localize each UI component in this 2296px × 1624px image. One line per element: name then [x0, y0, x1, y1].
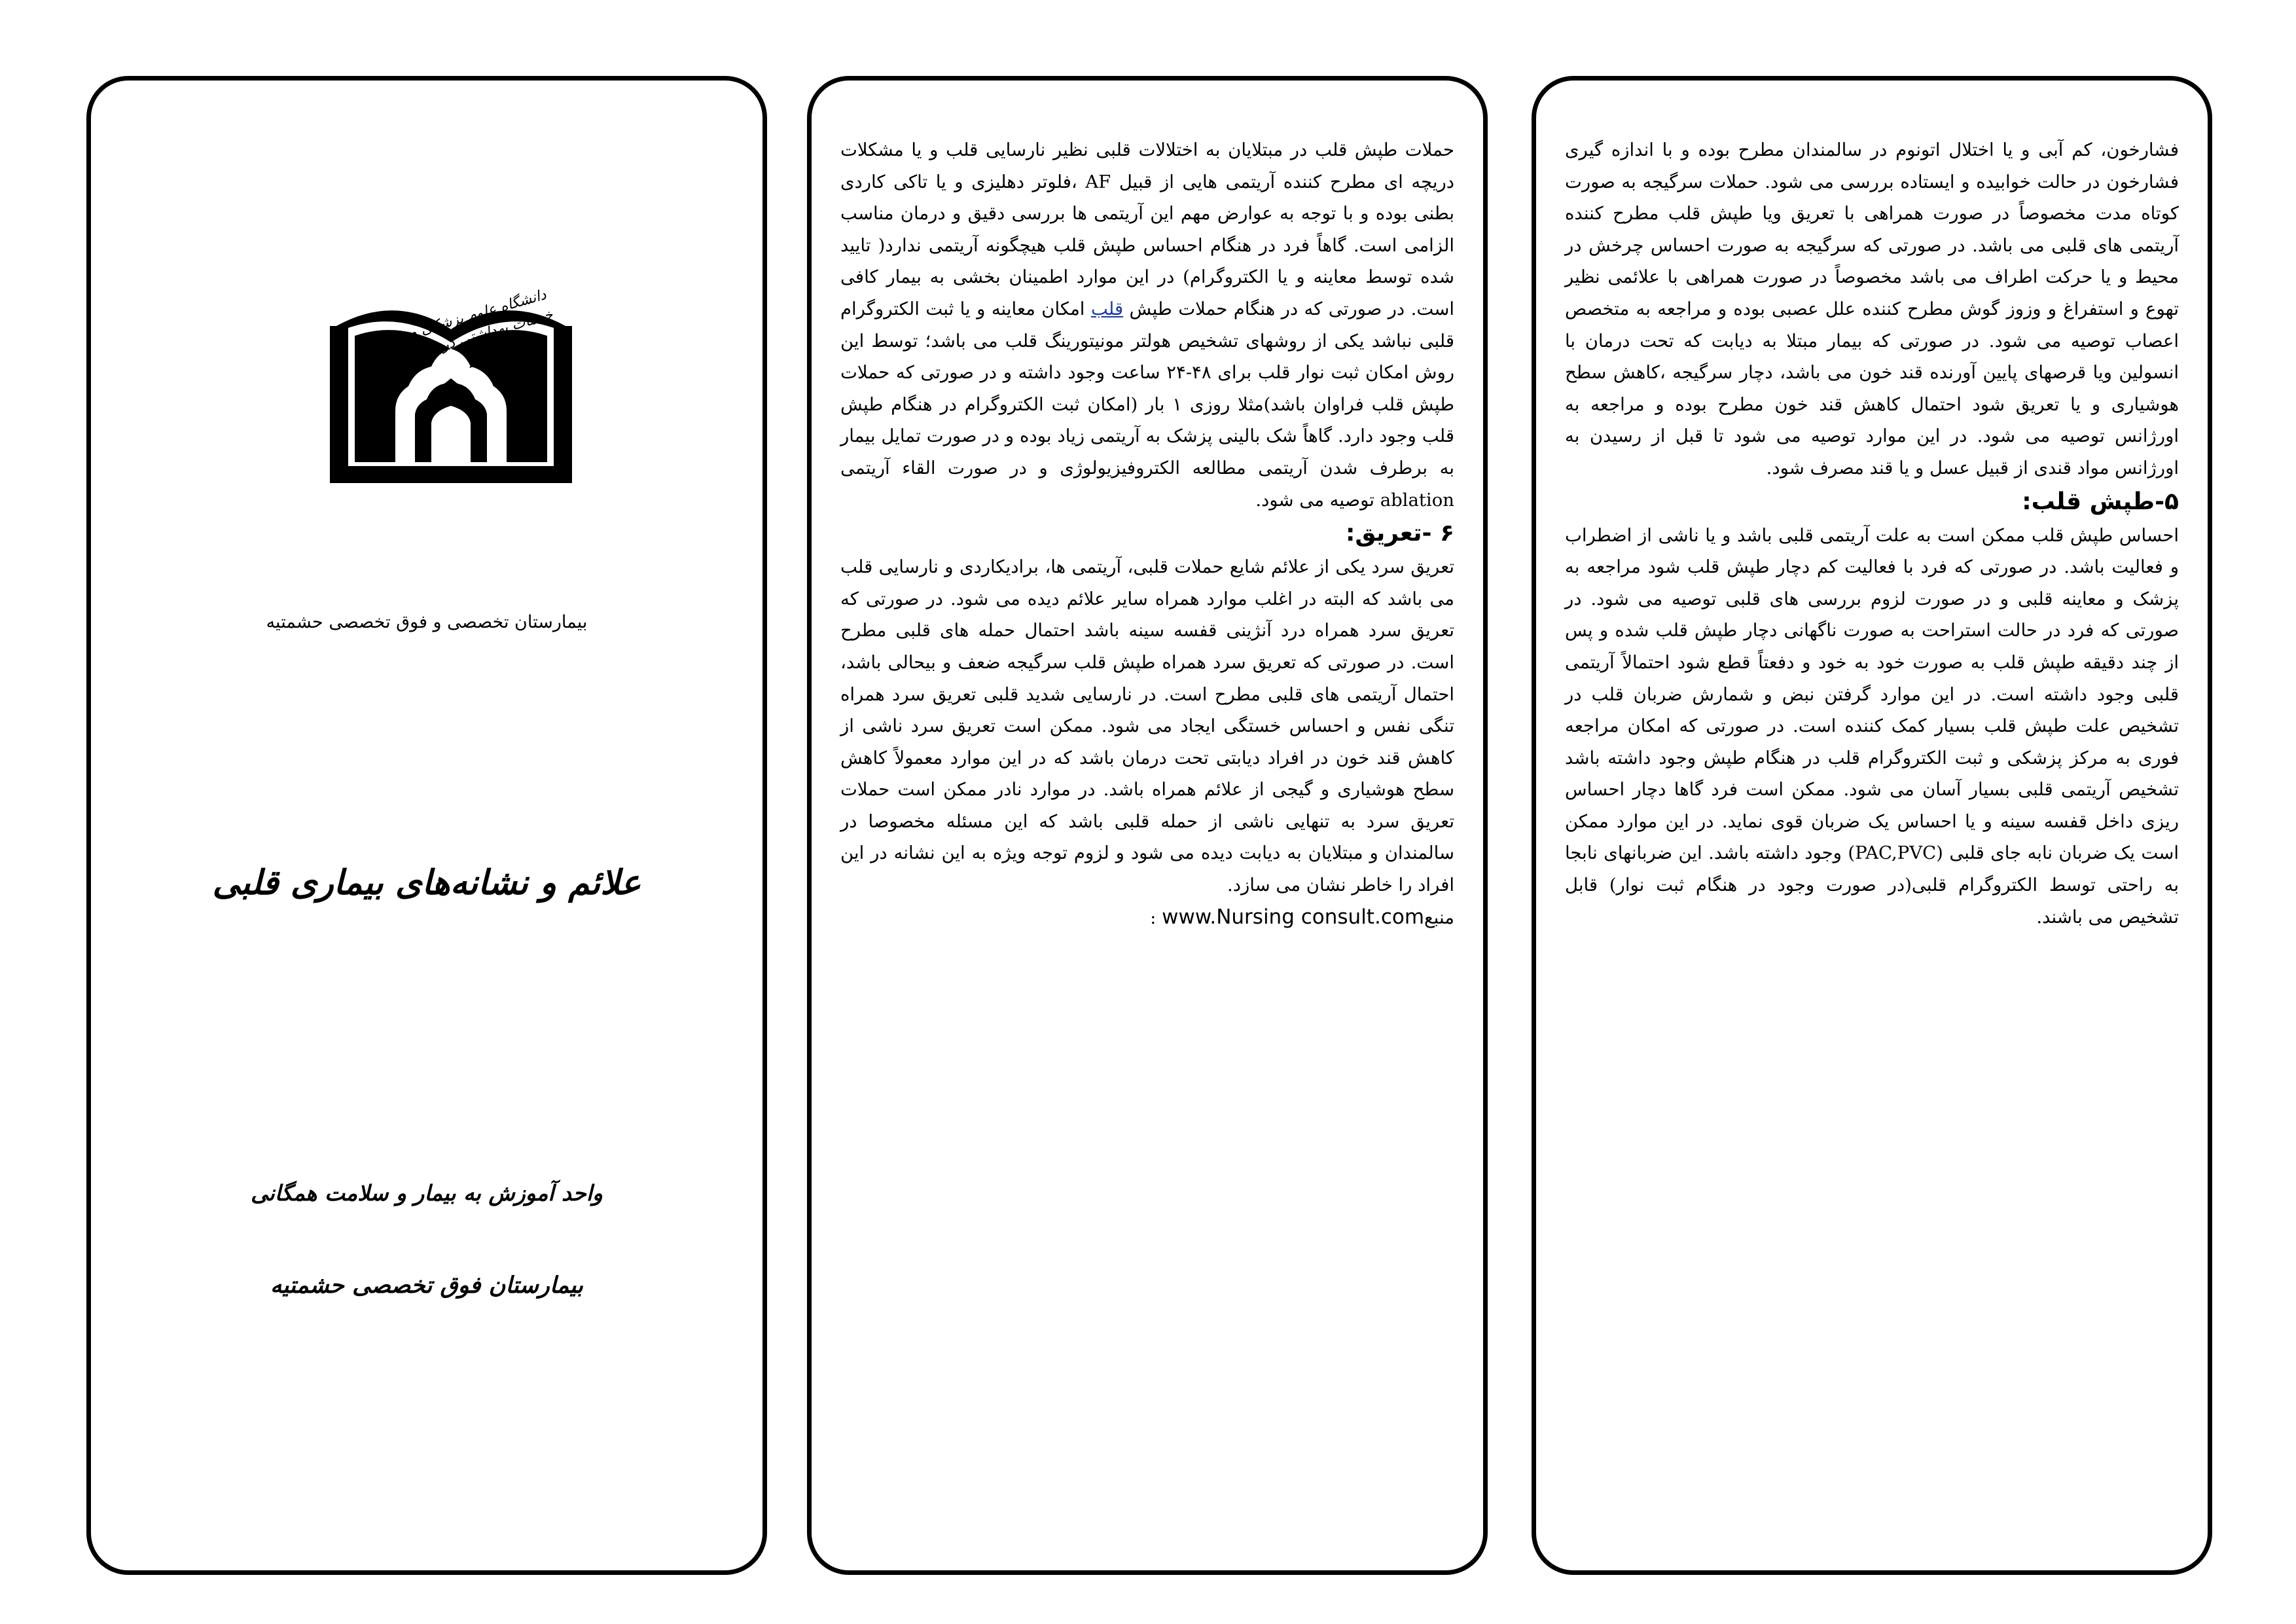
palpitation-heading: ۵-طپش قلب:: [2022, 488, 2179, 515]
hospital-signature: بیمارستان فوق تخصصی حشمتیه: [270, 1272, 584, 1299]
hospital-name: بیمارستان تخصصی و فوق تخصصی حشمتیه: [266, 612, 588, 632]
palpitation-continued-paragraph: [840, 134, 1454, 516]
sweating-heading: ۶ -تعریق:: [1345, 520, 1454, 547]
right-column: [1565, 134, 2179, 933]
sweating-paragraph: تعریق سرد یکی از علائم شایع حملات قلبی، آریتمی ها، برادیکاردی و نارسایی قلب می باشد که البته در اغلب موارد همراه سایر علائم دیده می شود. در صورتی که تعریق سرد همراه درد آنژینی قفسه سینه باشد احتمال حمله های قلبی مطرح است. در صورتی که تعریق سرد همراه طپش قلب سرگیجه ضعف و بیحالی باشد، احتمال آریتمی های قلبی مطرح است. در نارسایی شدید قلبی تعریق سرد همراه تنگی نفس و احساس خستگی ایجاد می شود. ممکن است تعریق سرد ناشی از کاهش قند خون در افراد دیابتی تحت درمان باشد که در این موارد معمولاً کاهش سطح هوشیاری و گیجی از علائم همراه باشد. در موارد نادر ممکن است حملات تعریق سرد به تنهایی ناشی از حمله قلبی باشد که این مسئله مخصوصا در سالمندان و مبتلایان به دیابت دیده می شود و لزوم توجه ویژه به این نشانه در این افراد را خاطر نشان می سازد.: [840, 556, 1454, 896]
logo-caption: دانشگاه علوم پزشکی و خدمات بهداشتی درمانی سبزوار: [407, 286, 555, 369]
source-line: [840, 901, 1454, 934]
unit-name: واحد آموزش به بیمار و سلامت همگانی: [251, 1180, 603, 1206]
dizziness-paragraph: فشارخون، کم آبی و یا اختلال اتونوم در سالمندان مطرح بوده و با اندازه گیری فشارخون در حالت خوابیده و ایستاده بررسی می شود. حملات سرگیجه به صورت کوتاه مدت مخصوصاً در صورت همراهی با تعریق ویا طپش قلب مطرح کننده آریتمی های قلبی می باشد. در صورتی که سرگیجه به صورت احساس چرخش در محیط و یا حرکت اطراف می باشد مخصوصاً در صورت همراهی با علائمی نظیر تهوع و استفراغ و وزوز گوش مطرح کننده علل عصبی بوده و مراجعه به متخصص اعصاب توصیه می شود. در صورتی که بیمار مبتلا به دیابت که تحت درمان با انسولین ویا قرصهای پایین آورنده قند خون می باشد، دچار سرگیجه ،کاهش سطح هوشیاری و یا تعریق شود احتمال کاهش قند خون مطرح بوده و مراجعه به اورژانس توصیه می شود. در این موارد توصیه می شود تا قبل از رسیدن به اورژانس مواد قندی از قبیل عسل و یا قند مصرف شود.: [1565, 139, 2179, 478]
source-url: www.Nursing consult.com: [1162, 905, 1425, 929]
paragraph-text: امکان معاینه و یا ثبت الکتروگرام قلبی نباشد یکی از روشهای تشخیص هولتر مونیتورینگ قلب می باشد؛ توسط این روش امکان ثبت نوار قلب برای ۴۸-۲۴ ساعت وجود داشته و در صورتی که حملات طپش قلب فراوان باشد)مثلا روزی ۱ بار (امکان ثبت الکتروگرام در هنگام طپش قلب وجود دارد. گاهاً شک بالینی پزشک به آریتمی زیاد بوده و در صورت تمایل بیمار به برطرف شدن آریتمی مطالعه الکتروفیزیولوژی و در صورت القاء آریتمی ablation توصیه می شود.: [840, 298, 1454, 511]
cover-panel: [86, 76, 767, 1575]
middle-panel: [807, 76, 1488, 1575]
right-panel: [1532, 76, 2212, 1575]
heart-link[interactable]: قلب: [1090, 298, 1124, 319]
middle-column: [840, 134, 1454, 933]
source-label: منبع: [1424, 907, 1454, 928]
paragraph-text: حملات طپش قلب در مبتلایان به اختلالات قلبی نظیر نارسایی قلب و یا مشکلات دریچه ای مطرح کننده آریتمی هایی از قبیل AF ،فلوتر دهلیزی و یا تاکی کاردی بطنی بوده و با توجه به عوارض مهم این آریتمی ها بررسی دقیق و درمان مناسب الزامی است. گاهاً فرد در هنگام احساس طپش قلب هیچگونه آریتمی ندارد( تایید شده توسط معاینه و یا الکتروگرام) در این موارد اطمینان بخشی به بیمار کافی است. در صورتی که در هنگام حملات طپش: [840, 139, 1455, 319]
source-colon: :: [1150, 907, 1162, 928]
brochure-title: علائم و نشانه‌های بیماری قلبی: [212, 863, 641, 903]
palpitation-paragraph: احساس طپش قلب ممکن است به علت آریتمی قلبی باشد و یا ناشی از اضطراب و فعالیت باشد. در صورتی که فرد با فعالیت کم دچار طپش قلب شود مراجعه به پزشک و معاینه قلبی و در صورت لزوم بررسی های قلبی توصیه می شود. در صورتی که فرد در حالت استراحت به صورت ناگهانی دچار طپش قلب شده و پس از چند دقیقه طپش قلب به صورت خود به خود و دفعتاً قطع شود احتمالاً آریتمی قلبی وجود داشته است. در این موارد گرفتن نبض و شمارش ضربان قلب در تشخیص علت طپش قلب بسیار کمک کننده است. در صورتی که امکان مراجعه فوری به مرکز پزشکی و ثبت الکتروگرام قلب در هنگام طپش وجود داشته باشد تشخیص آریتمی قلبی بسیار آسان می شود. ممکن است فرد گاها دچار احساس ریزی داخل قفسه سینه و یا احساس یک ضربان قوی نماید. در این موارد ممکن است یک ضربان نابه جای قلبی (PAC,PVC) وجود داشته باشد. این ضربانهای نابجا به راحتی توسط الکتروگرام قلبی(در صورت وجود در هنگام ثبت نوار) قابل تشخیص می باشند.: [1565, 524, 2179, 928]
